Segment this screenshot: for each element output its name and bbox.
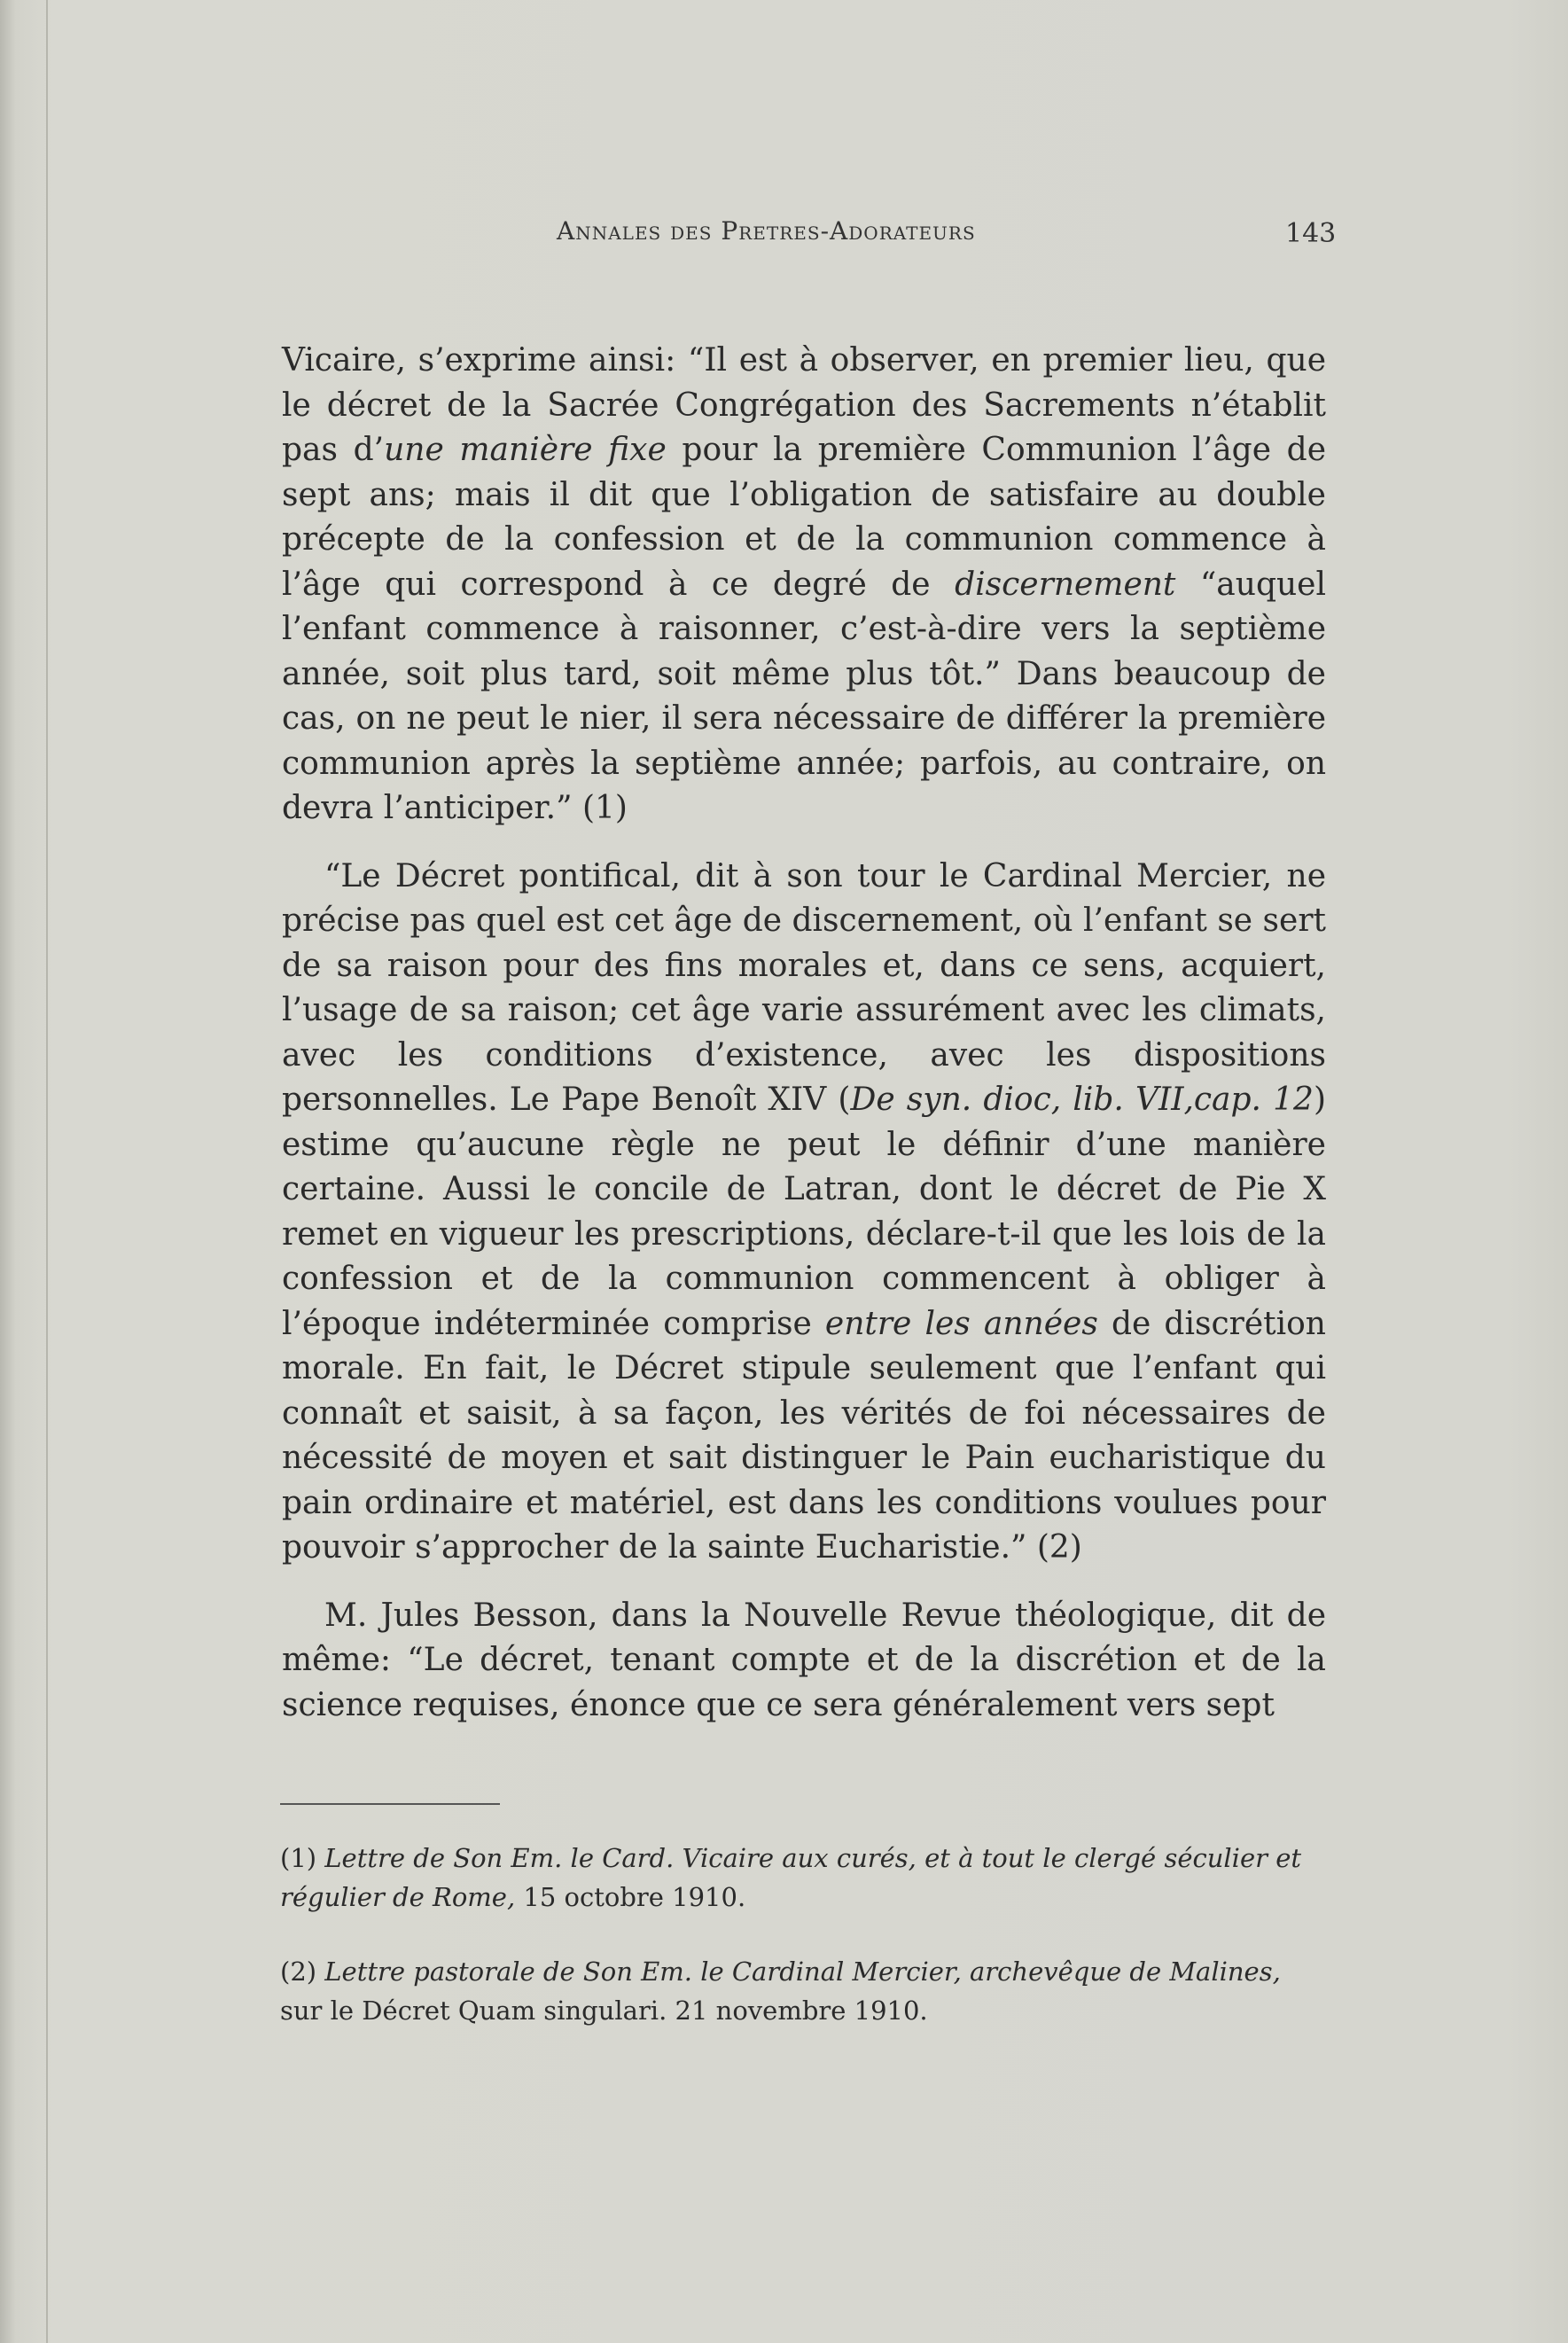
paragraph-2-italic-d: entre les années [824, 1305, 1098, 1342]
paragraph-2-text-c: ) estime qu’aucune règle ne peut le définir d’une manière certaine. Aussi le concile de Latran, dont le décret de Pie X remet en vigueur les prescriptions, déclare-t-il que les lois de la confession et de la communion commencent à obliger à l’époque indéterminée comprise [282, 1082, 1326, 1342]
paragraph-2-text-a: “Le Décret pontifical, dit à son tour le Cardinal Mercier, ne précise pas quel est cet âge de discernement, où l’enfant se sert de sa raison pour des fins morales et, dans ce sens, acquiert, l’usage de sa raison; cet âge varie assurément avec les climats, avec les conditions d’existence, avec les dispositions personnelles. Le Pape Benoît XIV ( [282, 857, 1326, 1118]
footnote-2-rest: sur le Décret Quam singulari. 21 novembre 1910. [280, 1995, 928, 2026]
paragraph-3-text-a: M. Jules Besson, dans la Nouvelle Revue théologique, dit de même: “Le décret, tenant compte et de la discrétion et de la science requises, énonce que ce sera généralement vers sept [282, 1597, 1326, 1723]
footnote-1-number: (1) [280, 1843, 325, 1873]
paragraph-1-italic-d: discernement [955, 566, 1176, 603]
paragraph-1-text-a: Vicaire, s’exprime ainsi: “Il est à observer, en premier lieu, que le décret de la Sacrée Congrégation des Sacrements n’établit pas d’ [282, 342, 1326, 468]
footnote-2-number: (2) [280, 1956, 325, 1987]
page-edge-shadow [46, 0, 48, 2343]
running-head: Annales des Pretres-Adorateurs [557, 216, 976, 246]
paragraph-1-italic-b: une manière fixe [384, 432, 667, 468]
page-header [0, 216, 1568, 252]
footnote-2-italic: Lettre pastorale de Son Em. le Cardinal Mercier, archevêque de Malines, [324, 1956, 1281, 1987]
body-text [282, 339, 1326, 1728]
paragraph-2-italic-b: De syn. dioc, lib. VII,cap. 12 [850, 1082, 1314, 1118]
paragraph-2 [282, 855, 1326, 1571]
paragraph-1-text-e: “auquel l’enfant commence à raisonner, c’est-à-dire vers la septième année, soit plus tard, soit même plus tôt.” Dans beaucoup de cas, on ne peut le nier, il sera nécessaire de différer la première communion après la septième année; parfois, au contraire, on devra l’anticiper.” (1) [282, 566, 1326, 826]
page-number: 143 [1285, 218, 1337, 249]
paragraph-1 [282, 339, 1326, 832]
footnote-2 [280, 1952, 1326, 2030]
paragraph-1-text-c: pour la première Communion l’âge de sept ans; mais il dit que l’obligation de satisfaire au double précepte de la confession et de la communion commence à l’âge qui correspond à ce degré de [282, 432, 1326, 603]
paragraph-2-text-e: de discrétion morale. En fait, le Décret stipule seulement que l’enfant qui connaît et saisit, à sa façon, les vérités de foi nécessaires de nécessité de moyen et sait distinguer le Pain eucharistique du pain ordinaire et matériel, est dans les conditions voulues pour pouvoir s’approcher de la sainte Eucharistie.” (2) [282, 1305, 1326, 1566]
paragraph-3 [282, 1594, 1326, 1729]
footnote-1-rest: 15 octobre 1910. [515, 1882, 746, 1912]
footnote-separator [280, 1803, 500, 1805]
footnote-1-italic: Lettre de Son Em. le Card. Vicaire aux curés, et à tout le clergé séculier et régulier de Rome, [280, 1843, 1302, 1912]
footnote-1 [280, 1839, 1326, 1917]
footnotes [280, 1839, 1326, 2066]
